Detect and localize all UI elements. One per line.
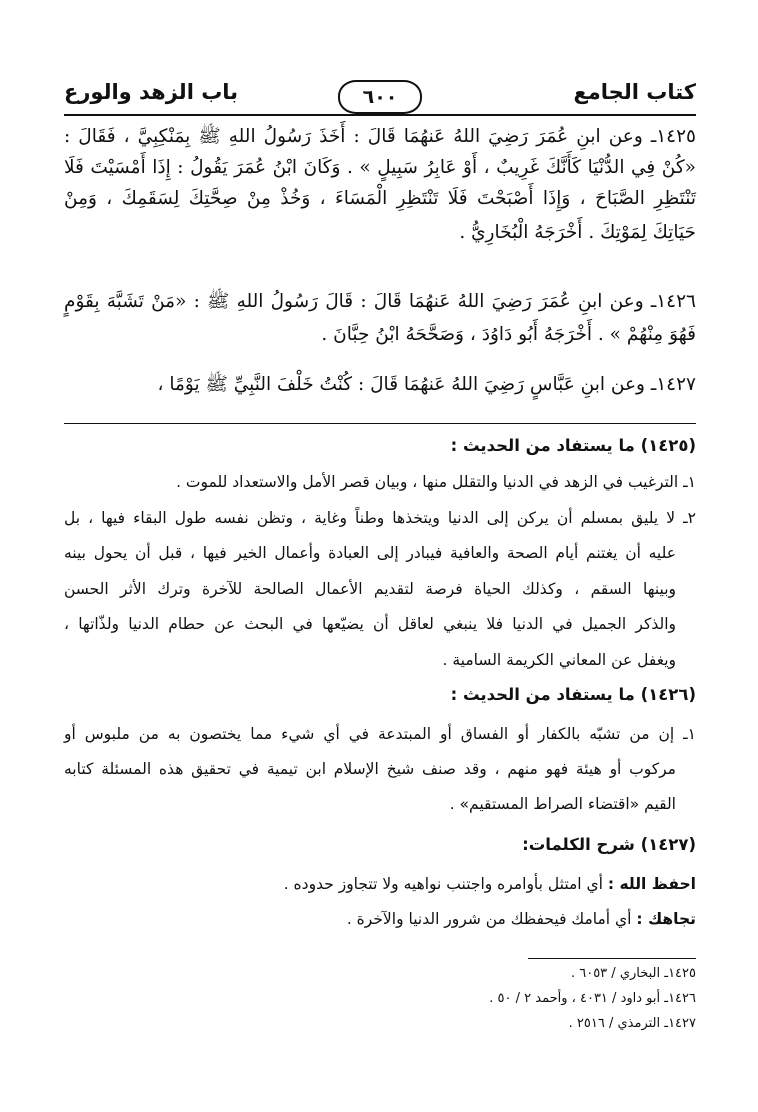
footnote: ١٤٢٦ـ أبو داود / ٤٠٣١ ، وأحمد ٢ / ٥٠ . bbox=[489, 991, 696, 1006]
hadith-1426-line-1: ١٤٢٦ـ وعن ابنِ عُمَرَ رَضِيَ اللهُ عَنهُمَا قَالَ : قَالَ رَسُولُ اللهِ ﷺ : «مَنْ تَشَبَّهَ بِقَوْمٍ bbox=[64, 291, 696, 312]
page-number: ٦٠٠ bbox=[338, 80, 422, 114]
note-1425-6: ويغفل عن المعاني الكريمة السامية . bbox=[442, 651, 676, 669]
footnote: ١٤٢٧ـ الترمذي / ٢٥١٦ . bbox=[568, 1016, 696, 1031]
hadith-1425-line-1: ١٤٢٥ـ وعن ابنِ عُمَرَ رَضِيَ اللهُ عَنهُمَا قَالَ : أَخَذَ رَسُولُ اللهِ ﷺ بِمَنْكِبِيَّ ، فَقَالَ : bbox=[64, 126, 696, 147]
hadith-1425-line-2: «كُنْ فِي الدُّنْيَا كَأَنَّكَ غَرِيبٌ ، أَوْ عَابِرُ سَبِيلٍ » . وَكَانَ ابْنُ عُمَرَ يَقُولُ : إِذَا أَمْسَيْتَ فَلَا bbox=[64, 157, 696, 178]
word-meaning: أي أمامك فيحفظك من شرور الدنيا والآخرة . bbox=[346, 910, 632, 928]
footnote-divider bbox=[528, 958, 696, 959]
note-1426-1: ١ـ إن من تشبّه بالكفار أو الفساق أو المبتدعة في أي شيء مما يختصون به من ملبوس أو bbox=[64, 725, 696, 743]
note-1425-1: ١ـ الترغيب في الزهد في الدنيا والتقلل منها ، وبيان قصر الأمل والاستعداد للموت . bbox=[176, 473, 696, 491]
hadith-1427-line-1: ١٤٢٧ـ وعن ابنِ عَبَّاسٍ رَضِيَ اللهُ عَنهُمَا قَالَ : كُنْتُ خَلْفَ النَّبِيِّ ﷺ يَوْمًا ، bbox=[157, 374, 696, 395]
note-1425-3: عليه أن يغتنم أيام الصحة والعافية فيبادر إلى العبادة وأعمال الخير فيها ، قبل أن يحول بينه bbox=[64, 544, 676, 562]
word-term: تجاهك : bbox=[636, 910, 696, 928]
note-1426-2: مركوب أو هيئة فهو منهم ، وقد صنف شيخ الإسلام ابن تيمية في تحقيق هذه المسئلة كتابه bbox=[64, 760, 676, 778]
footnote: ١٤٢٥ـ البخاري / ٦٠٥٣ . bbox=[570, 966, 696, 981]
section-title-1427: (١٤٢٧) شرح الكلمات: bbox=[522, 835, 696, 854]
text-divider bbox=[64, 423, 696, 424]
note-1425-5: والذكر الجميل في الدنيا فلا ينبغي لعاقل أن يضيّعها في البحث عن حطام الدنيا ولذّاتها ، bbox=[64, 615, 676, 633]
section-title-1426: (١٤٢٦) ما يستفاد من الحديث : bbox=[450, 685, 696, 704]
book-title: كتاب الجامع bbox=[573, 80, 696, 104]
hadith-1426-line-2: فَهُوَ مِنْهُمْ » . أَخْرَجَهُ أَبُو دَاوُدَ ، وَصَحَّحَهُ ابْنُ حِبَّانَ . bbox=[321, 324, 696, 345]
chapter-title: باب الزهد والورع bbox=[64, 80, 239, 104]
word-row bbox=[64, 907, 696, 931]
section-title-1425: (١٤٢٥) ما يستفاد من الحديث : bbox=[450, 436, 696, 455]
hadith-1425-line-4: حَيَاتِكَ لِمَوْتِكَ . أَخْرَجَهُ الْبُخَارِيُّ . bbox=[459, 222, 696, 243]
hadith-1425-line-3: تَنْتَظِرِ الصَّبَاحَ ، وَإِذَا أَصْبَحْتَ فَلَا تَنْتَظِرِ الْمَسَاءَ ، وَخُذْ مِنْ صِحَّتِكَ لِسَقَمِكَ ، وَمِنْ bbox=[64, 188, 696, 209]
header-divider bbox=[64, 114, 696, 116]
word-meaning: أي امتثل بأوامره واجتنب نواهيه ولا تتجاوز حدوده . bbox=[283, 875, 603, 893]
note-1425-2: ٢ـ لا يليق بمسلم أن يركن إلى الدنيا ويتخذها وطناً وغاية ، وتظن نفسه طول البقاء فيها ، بل bbox=[64, 509, 696, 527]
word-row bbox=[64, 872, 696, 896]
note-1426-3: القيم «اقتضاء الصراط المستقيم» . bbox=[449, 795, 676, 813]
note-1425-4: وبينها السقم ، وكذلك الحياة فرصة لتقديم الأعمال الصالحة للآخرة وترك الأثر الحسن bbox=[64, 580, 676, 598]
word-term: احفظ الله : bbox=[607, 875, 696, 893]
